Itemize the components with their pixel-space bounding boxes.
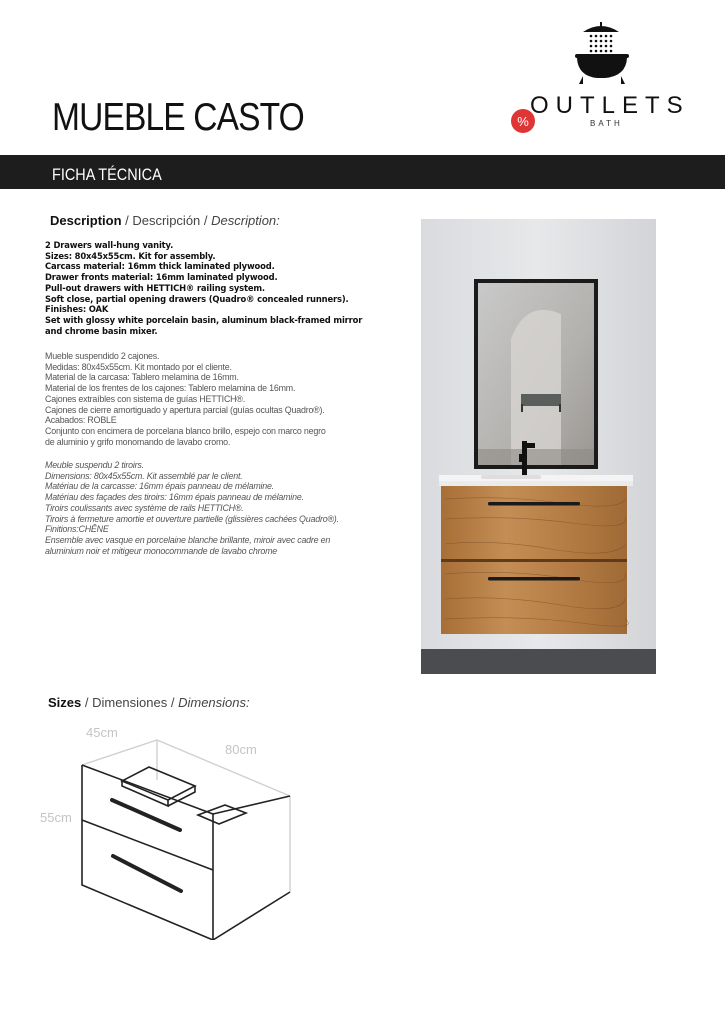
sizes-heading-fr: Dimensions: [178, 695, 250, 710]
text-line: Pull-out drawers with HETTICH® railing system. [45, 282, 265, 293]
description-french [45, 460, 375, 556]
sizes-heading-es: Dimensiones [92, 695, 168, 710]
text-line: Sizes: 80x45x55cm. Kit for assembly. [45, 250, 216, 261]
heading-separator: / [81, 695, 93, 710]
description-spanish [45, 351, 375, 447]
logo-subtext: BATH [590, 119, 623, 128]
sizes-heading-en: Sizes [48, 695, 82, 710]
text-line: Medidas: 80x45x55cm. Kit montado por el cliente. [45, 361, 232, 372]
height-label: 55cm [40, 810, 72, 825]
text-line: Acabados: ROBLE [45, 415, 117, 426]
text-line: 2 Drawers wall-hung vanity. [45, 240, 174, 250]
text-line: and chrome basin mixer. [45, 325, 158, 336]
logo-badge-text: % [517, 114, 529, 129]
text-line: Finishes: OAK [45, 304, 109, 315]
text-line: Material de los frentes de los cajones: Tablero melamina de 16mm. [45, 383, 296, 394]
section-band-title: FICHA TÉCNICA [52, 165, 162, 184]
description-english [45, 240, 375, 336]
text-line: Set with glossy white porcelain basin, aluminum black-framed mirror [45, 314, 363, 325]
text-line: Ensemble avec vasque en porcelaine blanche brillante, miroir avec cadre en [45, 534, 331, 545]
text-line: Drawer fronts material: 16mm laminated plywood. [45, 272, 278, 283]
depth-label: 45cm [86, 725, 118, 740]
text-line: Mueble suspendido 2 cajones. [45, 351, 160, 361]
description-heading [50, 213, 280, 228]
description-heading-es: Descripción [132, 213, 201, 228]
sizes-heading [48, 695, 250, 710]
heading-separator: / [167, 695, 179, 710]
text-line: Tiroirs à fermeture amortie et ouverture partielle (glissières cachées Quadro®). [45, 513, 339, 524]
text-line: Finitions:CHÊNE [45, 524, 109, 535]
heading-separator: / [121, 213, 133, 228]
product-photo [421, 219, 656, 674]
text-line: Material de la carcasa: Tablero melamina de 16mm. [45, 372, 239, 383]
dimension-diagram [40, 720, 300, 940]
text-line: Meuble suspendu 2 tiroirs. [45, 460, 144, 470]
text-line: Cajones de cierre amortiguado y apertura parcial (guías ocultas Quadro®). [45, 404, 325, 415]
text-line: de aluminio y grifo monomando de lavabo cromo. [45, 436, 231, 447]
heading-separator: / [200, 213, 212, 228]
bathtub-shower-logo-icon [505, 18, 675, 148]
text-line: aluminium noir et mitigeur monocommande de lavabo chrome [45, 545, 277, 556]
logo-text: OUTLETS [530, 92, 690, 119]
text-line: Tiroirs coulissants avec système de rails HETTICH®. [45, 502, 244, 513]
text-line: Soft close, partial opening drawers (Quadro® concealed runners). [45, 293, 349, 304]
mirror [474, 279, 598, 469]
text-line: Cajones extraíbles con sistema de guías HETTICH®. [45, 393, 245, 404]
text-line: Dimensions: 80x45x55cm. Kit assemblé par le client. [45, 470, 243, 481]
description-heading-fr: Description: [211, 213, 280, 228]
text-line: Matériau des façades des tiroirs: 16mm épais panneau de mélamine. [45, 492, 304, 503]
page-title: MUEBLE CASTO [52, 96, 304, 139]
text-line: Conjunto con encimera de porcelana blanco brillo, espejo con marco negro [45, 425, 326, 436]
description-heading-en: Description [50, 213, 122, 228]
text-line: Carcass material: 16mm thick laminated plywood. [45, 261, 275, 272]
width-label: 80cm [225, 742, 257, 757]
text-line: Matériau de la carcasse: 16mm épais panneau de mélamine. [45, 481, 275, 492]
